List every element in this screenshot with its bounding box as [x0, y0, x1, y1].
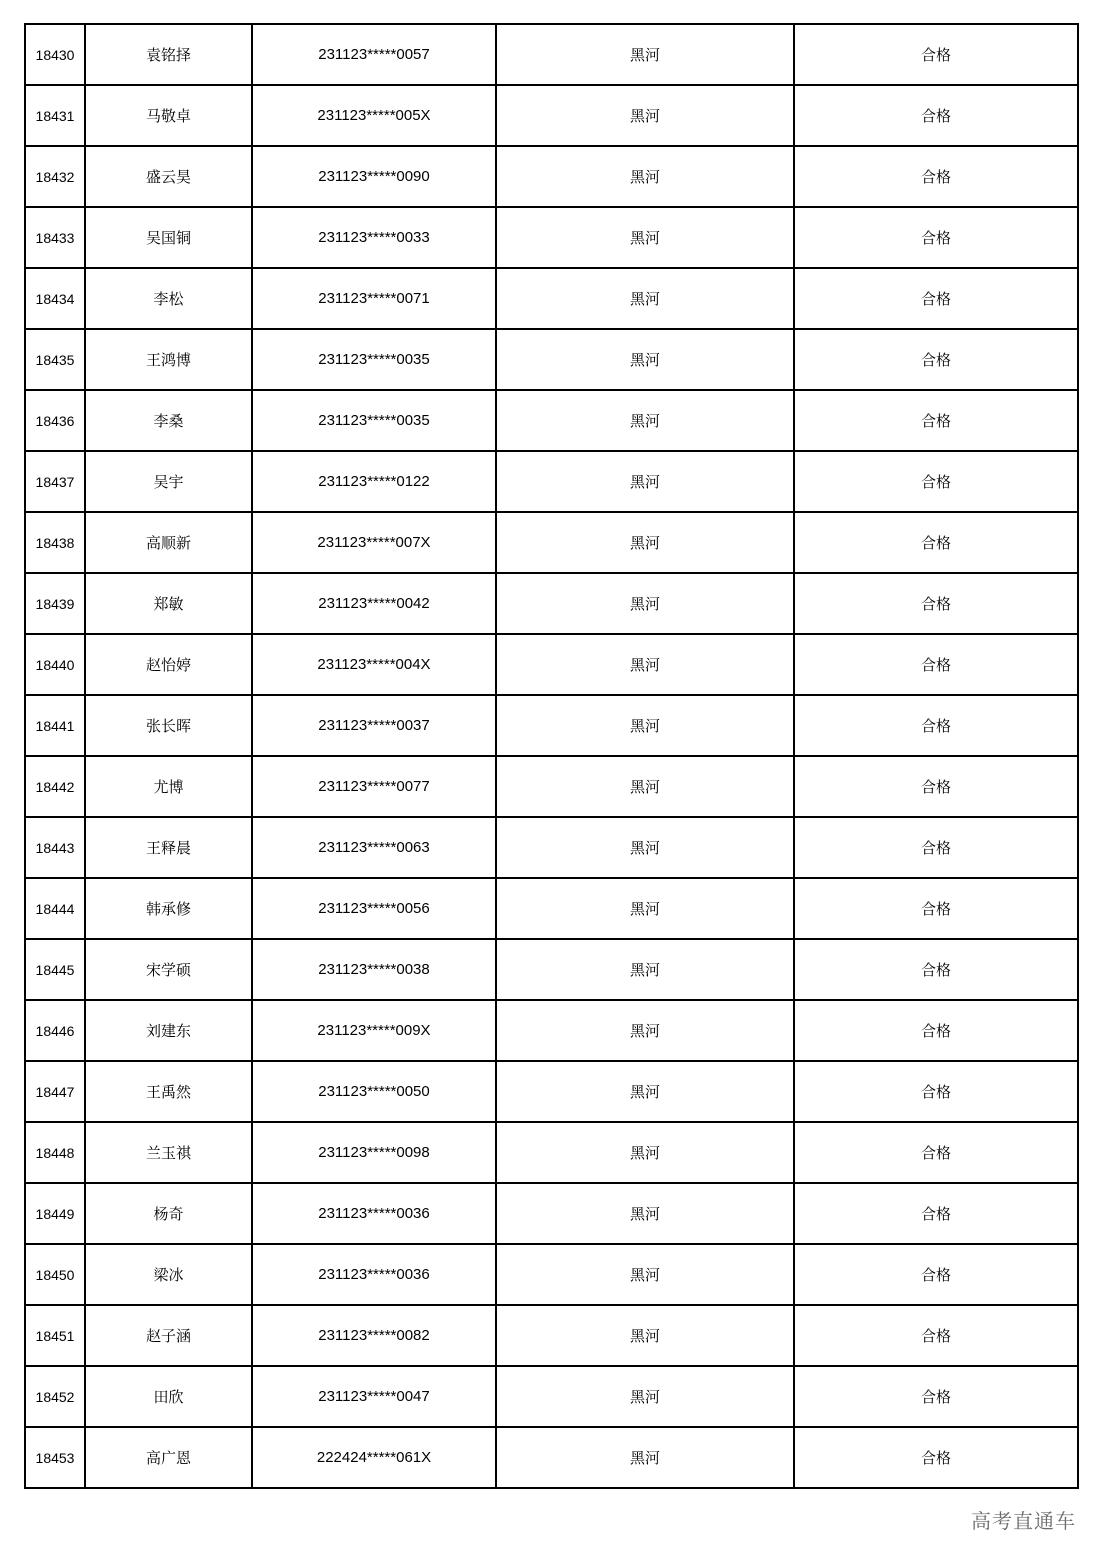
region-cell	[496, 756, 794, 817]
row-number-cell	[25, 512, 85, 573]
result-cell	[794, 268, 1078, 329]
table-row	[25, 1305, 1078, 1366]
table-row	[25, 268, 1078, 329]
name-cell	[85, 451, 252, 512]
results-table	[24, 23, 1079, 1489]
result-cell	[794, 756, 1078, 817]
region-cell	[496, 207, 794, 268]
region-cell	[496, 1061, 794, 1122]
id-number-cell	[252, 1061, 496, 1122]
name-cell	[85, 390, 252, 451]
name-cell	[85, 817, 252, 878]
region-cell	[496, 1122, 794, 1183]
region-cell-text: 黑河	[629, 778, 660, 796]
result-cell-text: 合格	[920, 229, 951, 247]
result-cell	[794, 1427, 1078, 1488]
region-cell-text: 黑河	[629, 1205, 660, 1223]
result-cell	[794, 634, 1078, 695]
region-cell-text: 黑河	[629, 900, 660, 918]
id-number-cell-text: 231123*****0038	[318, 961, 430, 978]
row-number-cell-text: 18444	[35, 900, 75, 917]
name-cell	[85, 329, 252, 390]
table-row	[25, 817, 1078, 878]
name-cell-text: 赵子涵	[145, 1327, 191, 1345]
result-cell-text: 合格	[920, 107, 951, 125]
id-number-cell	[252, 1000, 496, 1061]
row-number-cell-text: 18451	[35, 1327, 75, 1344]
id-number-cell	[252, 85, 496, 146]
result-cell	[794, 1244, 1078, 1305]
region-cell	[496, 85, 794, 146]
region-cell	[496, 329, 794, 390]
result-cell	[794, 573, 1078, 634]
result-cell-text: 合格	[920, 839, 951, 857]
region-cell-text: 黑河	[629, 1083, 660, 1101]
row-number-cell-text: 18453	[35, 1449, 75, 1466]
table-row	[25, 1244, 1078, 1305]
name-cell-text: 赵怡婷	[145, 656, 191, 674]
id-number-cell	[252, 1122, 496, 1183]
row-number-cell-text: 18436	[35, 412, 75, 429]
region-cell-text: 黑河	[629, 839, 660, 857]
row-number-cell-text: 18439	[35, 595, 75, 612]
id-number-cell	[252, 1183, 496, 1244]
name-cell	[85, 1366, 252, 1427]
region-cell-text: 黑河	[629, 961, 660, 979]
result-cell-text: 合格	[920, 1266, 951, 1284]
row-number-cell	[25, 24, 85, 85]
region-cell	[496, 1305, 794, 1366]
region-cell-text: 黑河	[629, 168, 660, 186]
table-row	[25, 878, 1078, 939]
result-cell	[794, 939, 1078, 1000]
result-cell-text: 合格	[920, 412, 951, 430]
id-number-cell	[252, 573, 496, 634]
row-number-cell	[25, 1122, 85, 1183]
name-cell	[85, 207, 252, 268]
row-number-cell	[25, 573, 85, 634]
row-number-cell	[25, 634, 85, 695]
region-cell	[496, 146, 794, 207]
name-cell-text: 高顺新	[145, 534, 191, 552]
region-cell-text: 黑河	[629, 656, 660, 674]
region-cell-text: 黑河	[629, 1266, 660, 1284]
name-cell	[85, 85, 252, 146]
result-cell-text: 合格	[920, 595, 951, 613]
result-cell-text: 合格	[920, 900, 951, 918]
id-number-cell	[252, 268, 496, 329]
row-number-cell-text: 18438	[35, 534, 75, 551]
result-cell	[794, 1000, 1078, 1061]
results-table-body	[25, 24, 1078, 1488]
result-cell-text: 合格	[920, 1388, 951, 1406]
id-number-cell	[252, 634, 496, 695]
table-row	[25, 451, 1078, 512]
id-number-cell-text: 231123*****0057	[318, 46, 430, 63]
result-cell-text: 合格	[920, 778, 951, 796]
row-number-cell-text: 18434	[35, 290, 75, 307]
name-cell-text: 马敬卓	[145, 107, 191, 125]
result-cell-text: 合格	[920, 717, 951, 735]
id-number-cell	[252, 146, 496, 207]
table-row	[25, 756, 1078, 817]
table-row	[25, 1061, 1078, 1122]
row-number-cell	[25, 1183, 85, 1244]
row-number-cell	[25, 756, 85, 817]
table-row	[25, 390, 1078, 451]
id-number-cell	[252, 207, 496, 268]
id-number-cell-text: 231123*****0098	[318, 1144, 430, 1161]
region-cell-text: 黑河	[629, 1449, 660, 1467]
row-number-cell	[25, 268, 85, 329]
id-number-cell-text: 231123*****0063	[318, 839, 430, 856]
row-number-cell	[25, 817, 85, 878]
row-number-cell-text: 18430	[35, 46, 75, 63]
region-cell	[496, 1244, 794, 1305]
result-cell	[794, 451, 1078, 512]
result-cell-text: 合格	[920, 1205, 951, 1223]
region-cell	[496, 634, 794, 695]
result-cell	[794, 512, 1078, 573]
result-cell	[794, 1061, 1078, 1122]
name-cell	[85, 1305, 252, 1366]
region-cell-text: 黑河	[629, 46, 660, 64]
id-number-cell	[252, 24, 496, 85]
row-number-cell-text: 18432	[35, 168, 75, 185]
region-cell	[496, 573, 794, 634]
row-number-cell-text: 18449	[35, 1205, 75, 1222]
id-number-cell-text: 231123*****0035	[318, 412, 430, 429]
region-cell-text: 黑河	[629, 107, 660, 125]
region-cell	[496, 268, 794, 329]
region-cell	[496, 1427, 794, 1488]
row-number-cell	[25, 695, 85, 756]
name-cell-text: 梁冰	[153, 1266, 184, 1284]
table-row	[25, 85, 1078, 146]
name-cell-text: 李桑	[153, 412, 184, 430]
result-cell-text: 合格	[920, 168, 951, 186]
name-cell	[85, 1061, 252, 1122]
id-number-cell-text: 231123*****0056	[318, 900, 430, 917]
name-cell	[85, 878, 252, 939]
table-row	[25, 573, 1078, 634]
row-number-cell	[25, 939, 85, 1000]
id-number-cell-text: 231123*****0036	[318, 1266, 430, 1283]
id-number-cell-text: 231123*****009X	[317, 1022, 431, 1039]
row-number-cell	[25, 1305, 85, 1366]
region-cell-text: 黑河	[629, 229, 660, 247]
id-number-cell	[252, 329, 496, 390]
result-cell	[794, 817, 1078, 878]
region-cell	[496, 878, 794, 939]
name-cell-text: 田欣	[153, 1388, 184, 1406]
id-number-cell-text: 231123*****007X	[317, 534, 431, 551]
id-number-cell-text: 231123*****0037	[318, 717, 430, 734]
region-cell-text: 黑河	[629, 1388, 660, 1406]
id-number-cell	[252, 1427, 496, 1488]
result-cell	[794, 390, 1078, 451]
region-cell-text: 黑河	[629, 595, 660, 613]
result-cell	[794, 329, 1078, 390]
name-cell	[85, 1122, 252, 1183]
row-number-cell-text: 18452	[35, 1388, 75, 1405]
id-number-cell	[252, 1366, 496, 1427]
name-cell-text: 宋学硕	[145, 961, 191, 979]
row-number-cell	[25, 1000, 85, 1061]
row-number-cell-text: 18445	[35, 961, 75, 978]
name-cell-text: 王释晨	[145, 839, 191, 857]
result-cell-text: 合格	[920, 1144, 951, 1162]
row-number-cell	[25, 1427, 85, 1488]
region-cell	[496, 1366, 794, 1427]
name-cell	[85, 756, 252, 817]
id-number-cell	[252, 1244, 496, 1305]
id-number-cell-text: 231123*****0036	[318, 1205, 430, 1222]
table-row	[25, 939, 1078, 1000]
watermark-text: 高考直通车	[971, 1509, 1076, 1533]
region-cell	[496, 939, 794, 1000]
id-number-cell-text: 231123*****0047	[318, 1388, 430, 1405]
region-cell-text: 黑河	[629, 1144, 660, 1162]
result-cell-text: 合格	[920, 1449, 951, 1467]
row-number-cell	[25, 207, 85, 268]
id-number-cell	[252, 451, 496, 512]
id-number-cell-text: 231123*****0042	[318, 595, 430, 612]
id-number-cell-text: 231123*****0122	[318, 473, 430, 490]
name-cell-text: 高广恩	[145, 1449, 191, 1467]
result-cell-text: 合格	[920, 46, 951, 64]
table-row	[25, 146, 1078, 207]
table-row	[25, 695, 1078, 756]
row-number-cell	[25, 390, 85, 451]
name-cell-text: 杨奇	[153, 1205, 184, 1223]
id-number-cell	[252, 817, 496, 878]
region-cell	[496, 390, 794, 451]
result-cell-text: 合格	[920, 961, 951, 979]
id-number-cell-text: 231123*****005X	[317, 107, 431, 124]
name-cell	[85, 146, 252, 207]
name-cell	[85, 1427, 252, 1488]
region-cell-text: 黑河	[629, 290, 660, 308]
table-row	[25, 24, 1078, 85]
name-cell-text: 刘建东	[145, 1022, 191, 1040]
row-number-cell	[25, 329, 85, 390]
result-cell-text: 合格	[920, 290, 951, 308]
name-cell-text: 吴宇	[153, 473, 184, 491]
id-number-cell	[252, 878, 496, 939]
id-number-cell-text: 231123*****0071	[318, 290, 430, 307]
id-number-cell	[252, 390, 496, 451]
result-cell	[794, 85, 1078, 146]
region-cell-text: 黑河	[629, 351, 660, 369]
region-cell	[496, 24, 794, 85]
name-cell-text: 王禹然	[145, 1083, 191, 1101]
result-cell-text: 合格	[920, 1327, 951, 1345]
name-cell	[85, 268, 252, 329]
result-cell	[794, 878, 1078, 939]
table-row	[25, 634, 1078, 695]
row-number-cell-text: 18450	[35, 1266, 75, 1283]
region-cell-text: 黑河	[629, 412, 660, 430]
row-number-cell	[25, 451, 85, 512]
row-number-cell	[25, 1244, 85, 1305]
result-cell-text: 合格	[920, 351, 951, 369]
result-cell-text: 合格	[920, 473, 951, 491]
id-number-cell-text: 231123*****0077	[318, 778, 430, 795]
row-number-cell-text: 18440	[35, 656, 75, 673]
result-cell	[794, 1122, 1078, 1183]
row-number-cell	[25, 85, 85, 146]
result-cell	[794, 24, 1078, 85]
result-cell-text: 合格	[920, 1022, 951, 1040]
result-cell	[794, 146, 1078, 207]
name-cell	[85, 1244, 252, 1305]
name-cell-text: 吴国铜	[145, 229, 191, 247]
row-number-cell-text: 18448	[35, 1144, 75, 1161]
row-number-cell-text: 18446	[35, 1022, 75, 1039]
id-number-cell	[252, 756, 496, 817]
table-row	[25, 329, 1078, 390]
row-number-cell-text: 18435	[35, 351, 75, 368]
name-cell-text: 盛云昊	[145, 168, 191, 186]
region-cell-text: 黑河	[629, 1327, 660, 1345]
region-cell-text: 黑河	[629, 534, 660, 552]
result-cell-text: 合格	[920, 1083, 951, 1101]
id-number-cell	[252, 512, 496, 573]
result-cell-text: 合格	[920, 534, 951, 552]
id-number-cell	[252, 1305, 496, 1366]
row-number-cell	[25, 878, 85, 939]
row-number-cell-text: 18437	[35, 473, 75, 490]
name-cell-text: 尤博	[153, 778, 184, 796]
result-cell	[794, 1183, 1078, 1244]
region-cell-text: 黑河	[629, 1022, 660, 1040]
id-number-cell-text: 231123*****0035	[318, 351, 430, 368]
id-number-cell-text: 231123*****0033	[318, 229, 430, 246]
table-row	[25, 207, 1078, 268]
id-number-cell-text: 222424*****061X	[316, 1449, 432, 1466]
name-cell	[85, 24, 252, 85]
table-row	[25, 1000, 1078, 1061]
name-cell	[85, 1183, 252, 1244]
result-cell-text: 合格	[920, 656, 951, 674]
name-cell	[85, 695, 252, 756]
row-number-cell-text: 18431	[35, 107, 75, 124]
region-cell-text: 黑河	[629, 473, 660, 491]
name-cell	[85, 634, 252, 695]
region-cell	[496, 1183, 794, 1244]
region-cell	[496, 512, 794, 573]
name-cell-text: 郑敏	[153, 595, 184, 613]
name-cell-text: 张长晖	[145, 717, 191, 735]
row-number-cell-text: 18442	[35, 778, 75, 795]
name-cell	[85, 1000, 252, 1061]
name-cell-text: 兰玉祺	[145, 1144, 191, 1162]
row-number-cell	[25, 146, 85, 207]
table-row	[25, 1122, 1078, 1183]
name-cell-text: 王鸿博	[145, 351, 191, 369]
table-row	[25, 512, 1078, 573]
id-number-cell-text: 231123*****0090	[318, 168, 430, 185]
row-number-cell-text: 18447	[35, 1083, 75, 1100]
region-cell	[496, 451, 794, 512]
name-cell	[85, 512, 252, 573]
table-row	[25, 1183, 1078, 1244]
row-number-cell	[25, 1366, 85, 1427]
table-row	[25, 1366, 1078, 1427]
name-cell	[85, 939, 252, 1000]
name-cell	[85, 573, 252, 634]
region-cell	[496, 817, 794, 878]
name-cell-text: 韩承修	[145, 900, 191, 918]
result-cell	[794, 695, 1078, 756]
region-cell	[496, 695, 794, 756]
row-number-cell-text: 18441	[35, 717, 75, 734]
id-number-cell-text: 231123*****0050	[318, 1083, 430, 1100]
row-number-cell-text: 18443	[35, 839, 75, 856]
row-number-cell	[25, 1061, 85, 1122]
name-cell-text: 李松	[153, 290, 184, 308]
id-number-cell-text: 231123*****004X	[317, 656, 431, 673]
id-number-cell-text: 231123*****0082	[318, 1327, 430, 1344]
region-cell-text: 黑河	[629, 717, 660, 735]
table-row	[25, 1427, 1078, 1488]
region-cell	[496, 1000, 794, 1061]
id-number-cell	[252, 939, 496, 1000]
result-cell	[794, 207, 1078, 268]
name-cell-text: 袁铭择	[145, 46, 191, 64]
id-number-cell	[252, 695, 496, 756]
row-number-cell-text: 18433	[35, 229, 75, 246]
result-cell	[794, 1366, 1078, 1427]
result-cell	[794, 1305, 1078, 1366]
